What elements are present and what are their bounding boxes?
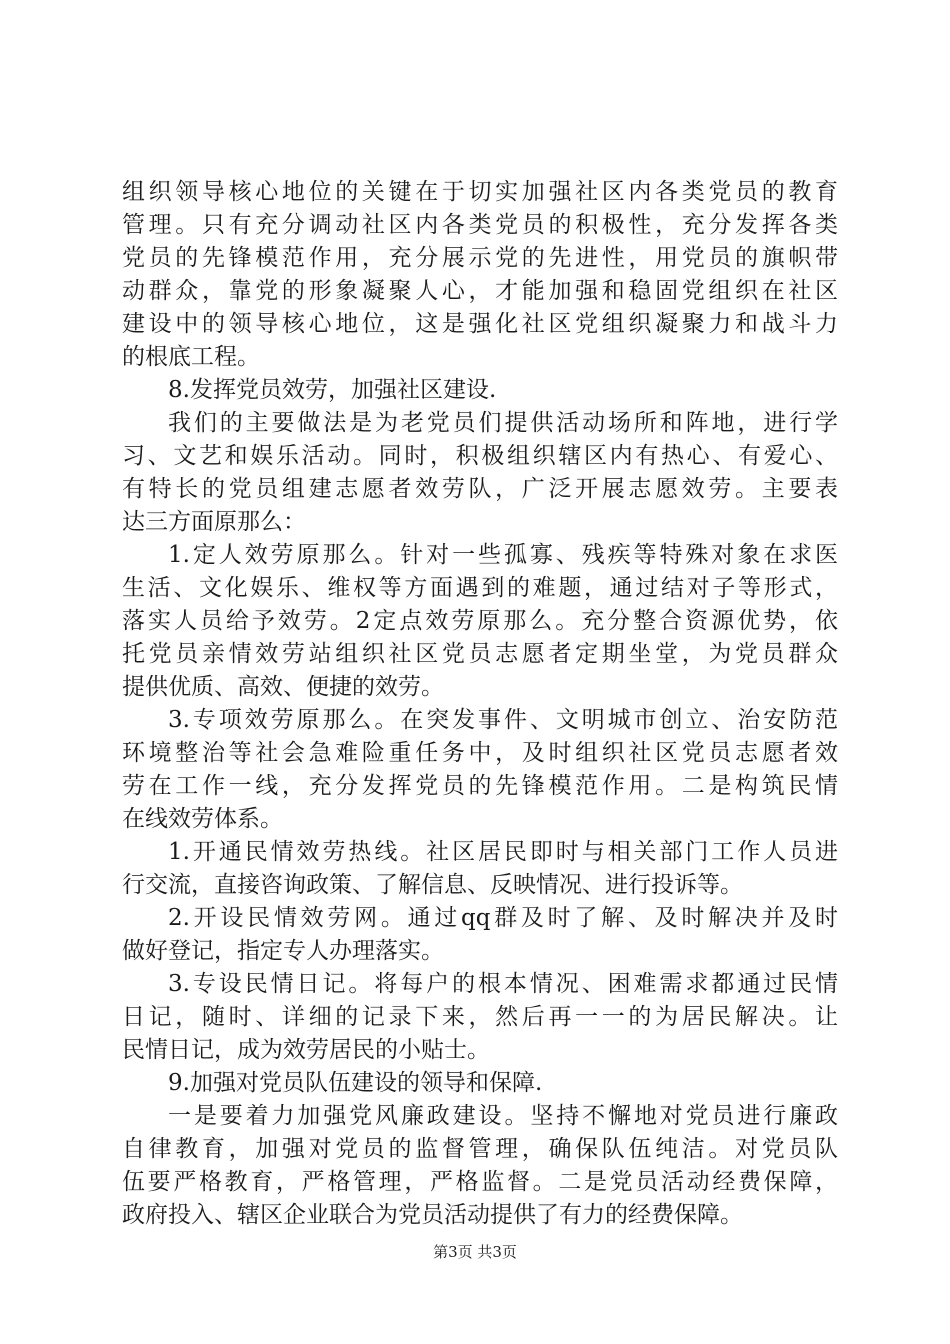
text-line: 伍要严格教育，严格管理，严格监督。二是党员活动经费保障， bbox=[122, 1169, 838, 1195]
text-line: 环境整治等社会急难险重任务中，及时组织社区党员志愿者效 bbox=[122, 740, 838, 766]
text-line: 动群众，靠党的形象凝聚人心，才能加强和稳固党组织在社区 bbox=[122, 278, 838, 304]
text-line: 提供优质、高效、便捷的效劳。 bbox=[122, 674, 444, 700]
text-line: 在线效劳体系。 bbox=[122, 806, 283, 832]
text-line: 2.开设民情效劳网。通过qq群及时了解、及时解决并及时 bbox=[168, 905, 838, 931]
text-line: 3.专项效劳原那么。在突发事件、文明城市创立、治安防范 bbox=[168, 707, 838, 733]
text-line: 劳在工作一线，充分发挥党员的先锋模范作用。二是构筑民情 bbox=[122, 773, 838, 799]
text-line: 3.专设民情日记。将每户的根本情况、困难需求都通过民情 bbox=[168, 971, 838, 997]
text-line: 党员的先锋模范作用，充分展示党的先进性，用党员的旗帜带 bbox=[122, 245, 838, 271]
text-line: 习、文艺和娱乐活动。同时，积极组织辖区内有热心、有爱心、 bbox=[122, 443, 838, 469]
text-line: 1.定人效劳原那么。针对一些孤寡、残疾等特殊对象在求医 bbox=[168, 542, 838, 568]
section-heading: 8.发挥党员效劳，加强社区建设. bbox=[168, 377, 497, 403]
text-line: 管理。只有充分调动社区内各类党员的积极性，充分发挥各类 bbox=[122, 212, 838, 238]
text-line: 自律教育，加强对党员的监督管理，确保队伍纯洁。对党员队 bbox=[122, 1136, 838, 1162]
text-line: 我们的主要做法是为老党员们提供活动场所和阵地，进行学 bbox=[168, 410, 838, 436]
text-line: 民情日记，成为效劳居民的小贴士。 bbox=[122, 1037, 490, 1063]
text-line: 一是要着力加强党风廉政建设。坚持不懈地对党员进行廉政 bbox=[168, 1103, 838, 1129]
text-line: 的根底工程。 bbox=[122, 344, 260, 370]
text-line: 组织领导核心地位的关键在于切实加强社区内各类党员的教育 bbox=[122, 179, 838, 205]
text-line: 托党员亲情效劳站组织社区党员志愿者定期坐堂，为党员群众 bbox=[122, 641, 838, 667]
text-line: 日记，随时、详细的记录下来，然后再一一的为居民解决。让 bbox=[122, 1004, 838, 1030]
document-body bbox=[122, 176, 838, 1232]
text-line: 达三方面原那么： bbox=[122, 509, 306, 535]
text-line: 行交流，直接咨询政策、了解信息、反映情况、进行投诉等。 bbox=[122, 872, 743, 898]
text-line: 做好登记，指定专人办理落实。 bbox=[122, 938, 444, 964]
text-line: 建设中的领导核心地位，这是强化社区党组织凝聚力和战斗力 bbox=[122, 311, 838, 337]
text-line: 1.开通民情效劳热线。社区居民即时与相关部门工作人员进 bbox=[168, 839, 838, 865]
text-line: 落实人员给予效劳。2定点效劳原那么。充分整合资源优势，依 bbox=[122, 608, 838, 634]
text-line: 有特长的党员组建志愿者效劳队，广泛开展志愿效劳。主要表 bbox=[122, 476, 838, 502]
page-number-footer: 第3页 共3页 bbox=[433, 1243, 517, 1261]
section-heading: 9.加强对党员队伍建设的领导和保障. bbox=[168, 1070, 543, 1096]
text-line: 生活、文化娱乐、维权等方面遇到的难题，通过结对子等形式， bbox=[122, 575, 838, 601]
text-line: 政府投入、辖区企业联合为党员活动提供了有力的经费保障。 bbox=[122, 1202, 743, 1228]
